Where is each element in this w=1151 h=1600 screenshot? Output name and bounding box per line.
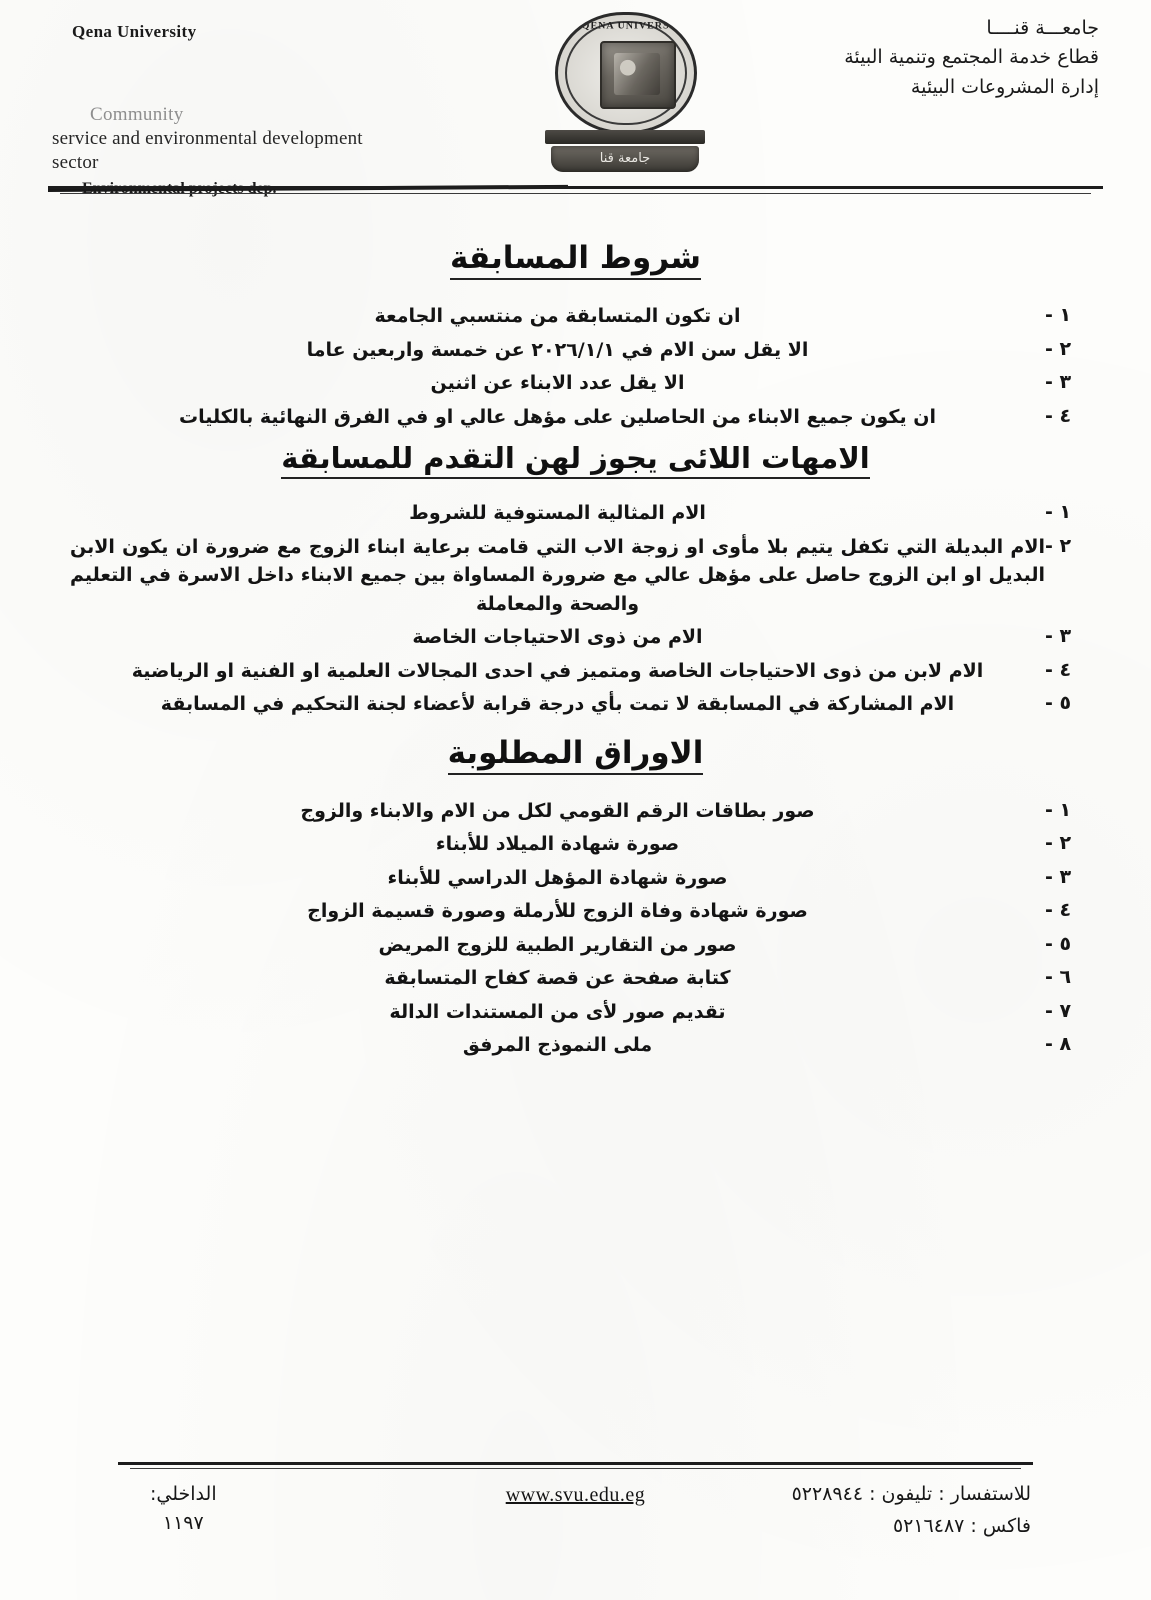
document-footer [0,1462,1151,1582]
list-item-text: صور من التقارير الطبية للزوج المريض [378,933,737,956]
logo-banner-text: جامعة قنا [551,146,699,172]
list-item-number: ٧ - [1045,999,1072,1022]
list-item-number: ٣ - [1045,865,1072,888]
logo-crest-icon [600,41,676,109]
header-university-ar: جامعـــة قنــــا [986,17,1099,39]
list-item-number: ٤ - [1045,658,1072,681]
list-item-text: صورة شهادة المؤهل الدراسي للأبناء [387,866,728,889]
list-item [60,797,1091,826]
list-item-text: الام المشاركة في المسابقة لا تمت بأي درجة قرابة لأعضاء لجنة التحكيم في المسابقة [160,693,955,715]
header-sector-ar: قطاع خدمة المجتمع وتنمية البيئة [844,46,1099,69]
papers-list [0,797,1151,1060]
list-item-text: صور بطاقات الرقم القومي لكل من الام والابناء والزوج [300,799,815,822]
list-item-number: ٦ - [1045,966,1072,988]
list-item [60,1031,1091,1060]
header-department-ar: إدارة المشروعات البيئية [910,75,1099,98]
list-item [60,499,1091,528]
footer-internal-label: الداخلي: [150,1483,217,1505]
section-title-conditions-text: شروط المسابقة [450,240,701,280]
header-sector-en-line1: service and environmental development [52,128,363,149]
logo-base-bar [545,130,705,144]
list-item-number: ٨ - [1045,1033,1072,1055]
header-university-en: Qena University [72,22,197,41]
list-item-text: صورة شهادة وفاة الزوج للأرملة وصورة قسيمة الزواج [307,900,808,922]
list-item-text: الام المثالية المستوفية للشروط [409,502,706,524]
logo-ring [555,12,697,134]
footer-website-link[interactable]: www.svu.edu.eg [505,1484,646,1506]
header-rule-thin [60,193,1091,194]
list-item [60,931,1091,960]
list-item [60,369,1091,398]
list-item-number: ٣ - [1045,625,1072,647]
section-title-conditions [0,240,1151,276]
list-item-text: صورة شهادة الميلاد للأبناء [435,833,680,855]
logo-ring-text: QENA UNIVERSITY [581,21,691,32]
list-item-text: الام من ذوى الاحتياجات الخاصة [412,626,703,648]
list-item [60,302,1091,331]
list-item [60,623,1091,652]
section-title-papers [0,735,1151,771]
list-item [60,864,1091,893]
list-item-text: الا يقل عدد الابناء عن اثنين [430,372,685,394]
list-item-number: ٢ - [1045,534,1072,557]
list-item-text: ان يكون جميع الابناء من الحاصلين على مؤهل عالي او في الفرق النهائية بالكليات [179,405,936,428]
list-item-text: ملى النموذج المرفق [462,1034,653,1056]
list-item [60,897,1091,926]
list-item-number: ٤ - [1045,404,1072,427]
header-rule-thick [48,186,1103,189]
list-item-text: الام لابن من ذوى الاحتياجات الخاصة ومتميز في احدى المجالات العلمية او الفنية او الرياضية [131,659,984,682]
list-item [60,964,1091,993]
list-item [60,830,1091,859]
list-item-number: ٥ - [1045,932,1072,955]
list-item-text: الا يقل سن الام في ٢٠٢٦/١/١ عن خمسة واربعين عاما [306,338,809,361]
list-item-number: ١ - [1045,798,1072,821]
mothers-list [0,499,1151,719]
footer-rule-thick [118,1462,1033,1465]
list-item-number: ٢ - [1045,832,1072,854]
conditions-list [0,302,1151,431]
list-item-text: الام البديلة التي تكفل يتيم بلا مأوى او زوجة الاب التي قامت برعاية ابناء الزوج مع ضرورة ان يكون الابن البديل او ابن الزوج حاصل على مؤهل عالي مع ضرورة المساواة بين جميع الابناء داخل الاسرة في التعليم والصحة والمعاملة [70,535,1045,615]
footer-rule-thin [130,1468,1021,1469]
section-title-mothers-text: الامهات اللائى يجوز لهن التقدم للمسابقة [281,441,869,479]
footer-fax: فاكس : ٥٢١٦٤٨٧ [892,1515,1031,1538]
document-header [0,0,1151,200]
list-item-number: ١ - [1045,304,1072,326]
header-english-block [52,22,482,198]
footer-phone: للاستفسار : تليفون : ٥٢٢٨٩٤٤ [791,1483,1031,1505]
section-title-papers-text: الاوراق المطلوبة [448,735,704,775]
header-sector-en-line2: sector [52,152,99,173]
list-item-text: تقديم صور لأى من المستندات الدالة [389,1000,726,1023]
list-item-number: ٤ - [1045,899,1072,921]
section-title-mothers [0,441,1151,475]
list-item-number: ٢ - [1045,337,1072,360]
list-item [60,533,1091,619]
list-item [60,998,1091,1027]
list-item [60,657,1091,686]
header-community-en: Community [90,104,184,125]
list-item [60,690,1091,719]
footer-internal-value: ١١٩٧ [162,1512,204,1535]
list-item-number: ٥ - [1045,692,1072,714]
list-item-number: ٣ - [1045,371,1072,393]
footer-internal-block [150,1480,217,1539]
list-item [60,336,1091,365]
list-item-text: ان تكون المتسابقة من منتسبي الجامعة [374,305,741,327]
document-body [0,240,1151,1065]
list-item-text: كتابة صفحة عن قصة كفاح المتسابقة [384,967,731,989]
header-arabic-block [679,14,1099,102]
list-item-number: ١ - [1045,501,1072,523]
list-item [60,403,1091,432]
